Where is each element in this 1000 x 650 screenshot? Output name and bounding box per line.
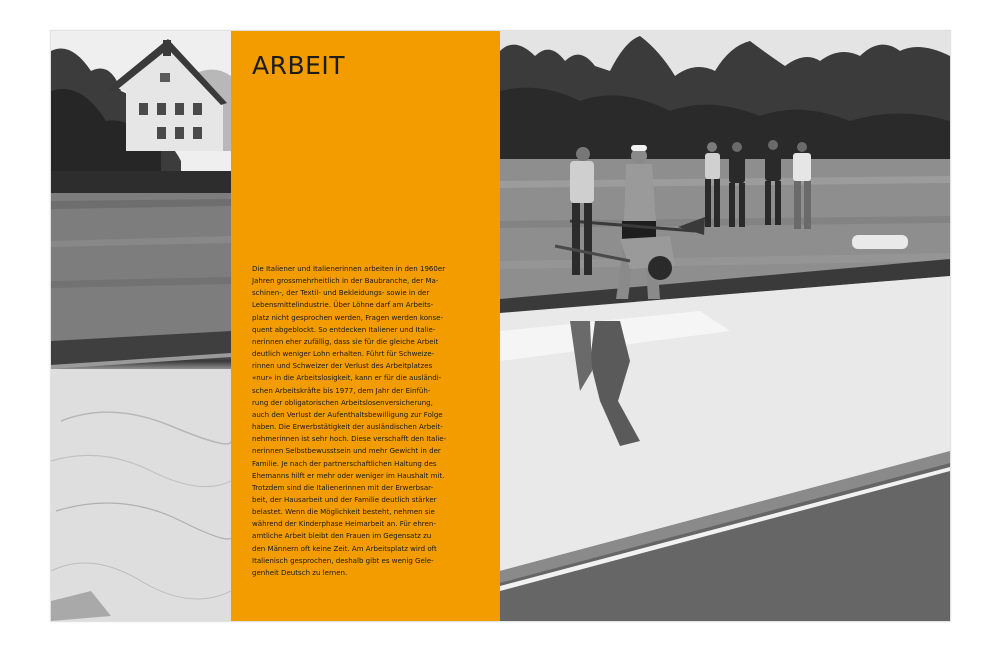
photo-workers-pool [500, 31, 950, 621]
body-line: Jahren grossmehrheitlich in der Baubranche, der Ma- [252, 276, 439, 286]
body-text [252, 263, 479, 579]
body-line: rinnen und Schweizer der Verlust des Arbeitplatzes [252, 361, 433, 371]
body-line: Lebensmittelindustrie. Über Löhne darf am Arbeits- [252, 300, 434, 310]
body-line: nerinnen Selbstbewusstsein und mehr Gewicht in der [252, 446, 441, 456]
body-line: beit, der Hausarbeit und der Familie deutlich stärker [252, 494, 437, 504]
body-line: deutlich weniger Lohn erhalten. Führt für Schweize- [252, 349, 435, 359]
body-line: quent abgeblockt. So entdecken Italiener und Italie- [252, 324, 436, 334]
body-line: Trotzdem sind die Italienerinnen mit der Erwerbsar- [252, 482, 434, 492]
book-spread [50, 30, 951, 622]
body-line: schen Arbeitskräfte bis 1977, dem Jahr der Einfüh- [252, 385, 431, 395]
body-line: genheit Deutsch zu lernen. [252, 567, 348, 577]
house-lawn-illustration [51, 31, 231, 621]
body-line: platz nicht gesprochen werden, Fragen werden konse- [252, 312, 444, 322]
workers-pool-illustration [500, 31, 950, 621]
body-line: amtliche Arbeit bleibt den Frauen im Gegensatz zu [252, 531, 432, 541]
body-line: Italienisch gesprochen, deshalb gibt es wenig Gele- [252, 555, 434, 565]
body-line: «nur» in die Arbeitslosigkeit, kann er für die ausländi- [252, 373, 442, 383]
body-line: rung der obligatorischen Arbeitslosenversicherung, [252, 397, 433, 407]
body-line: nerinnen eher zufällig, dass sie für die gleiche Arbeit [252, 336, 439, 346]
body-line: den Männern oft keine Zeit. Am Arbeitsplatz wird oft [252, 543, 437, 553]
body-line: belastet. Wenn die Möglichkeit besteht, nehmen sie [252, 507, 435, 517]
photo-house-lawn [51, 31, 231, 621]
body-line: Die Italiener und Italienerinnen arbeiten in den 1960er [252, 264, 446, 273]
body-line: Familie. Je nach der partnerschaftlichen Haltung des [252, 458, 437, 468]
text-panel [231, 31, 500, 621]
body-line: auch den Verlust der Aufenthaltsbewilligung zur Folge [252, 409, 443, 419]
body-line: während der Kinderphase Heimarbeit an. Für ehren- [252, 519, 436, 529]
body-line: nehmerinnen ist sehr hoch. Diese verschafft den Italie- [252, 434, 447, 444]
body-line: Ehemanns hilft er mehr oder weniger im Haushalt mit. [252, 470, 445, 480]
section-title: ARBEIT [252, 51, 346, 80]
body-line: haben. Die Erwerbstätigkeit der ausländischen Arbeit- [252, 422, 443, 432]
body-line: schinen-, der Textil- und Bekleidungs- sowie in der [252, 288, 430, 298]
